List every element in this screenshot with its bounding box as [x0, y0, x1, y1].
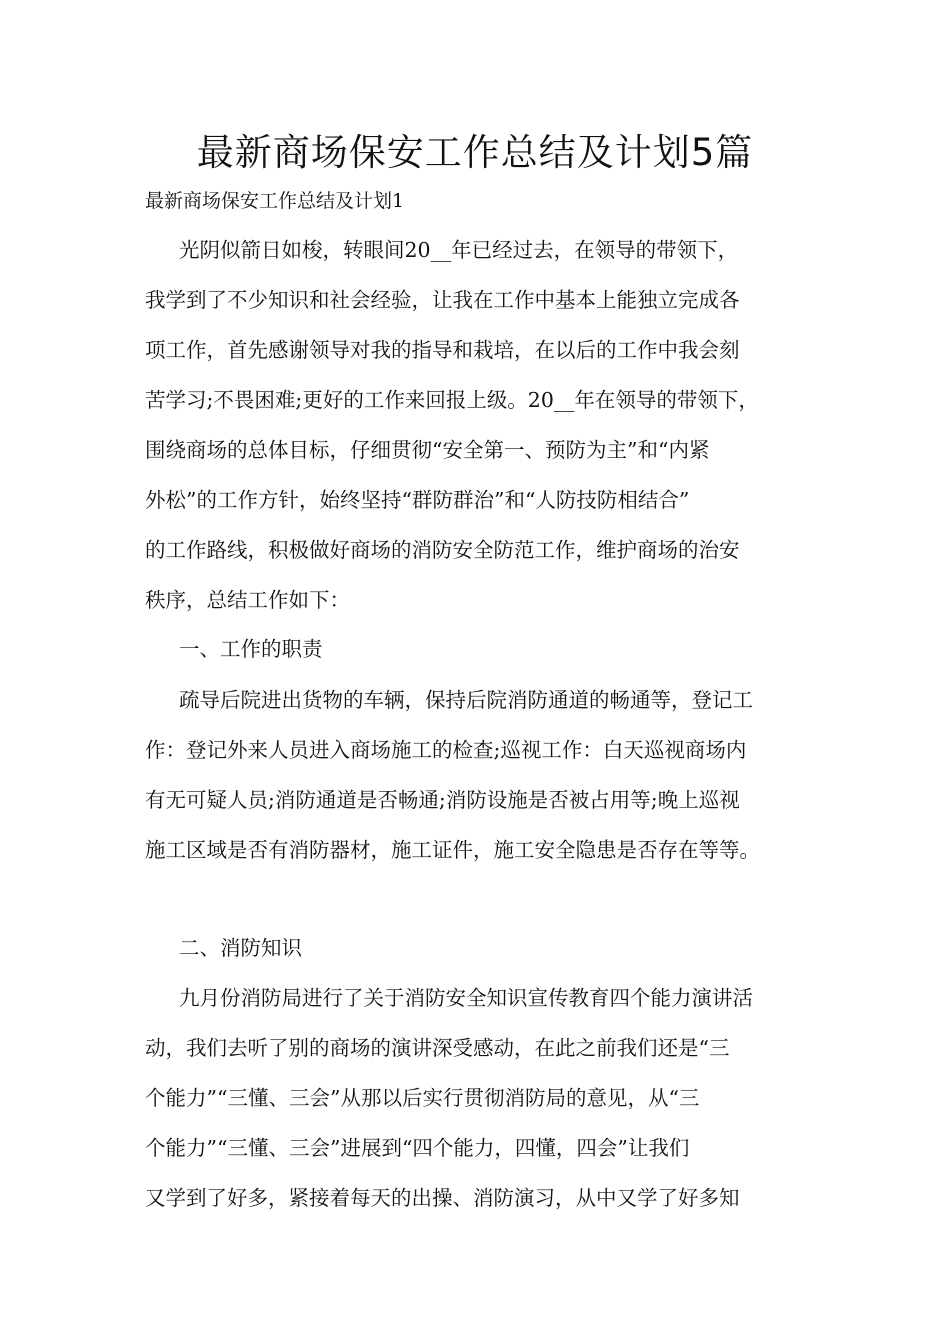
paragraph-intro [145, 225, 825, 625]
paragraph-line: 个能力”“三懂、三会”进展到“四个能力，四懂，四会”让我们 [145, 1136, 690, 1160]
paragraph-line: 九月份消防局进行了关于消防安全知识宣传教育四个能力演讲活 [179, 986, 753, 1010]
paragraph-line: 作：登记外来人员进入商场施工的检查;巡视工作：白天巡视商场内 [145, 738, 747, 762]
paragraph-line: 施工区域是否有消防器材，施工证件，施工安全隐患是否存在等等。 [145, 838, 760, 862]
paragraph-duties [145, 675, 825, 875]
paragraph-line: 动，我们去听了别的商场的演讲深受感动，在此之前我们还是“三 [145, 1036, 730, 1060]
paragraph-line: 我学到了不少知识和社会经验，让我在工作中基本上能独立完成各 [145, 288, 740, 312]
paragraph-line: 苦学习;不畏困难;更好的工作来回报上级。20__年在领导的带领下， [145, 388, 759, 412]
section-heading-duties: 一、工作的职责 [179, 637, 323, 661]
paragraph-fire-knowledge [145, 973, 825, 1223]
paragraph-line: 疏导后院进出货物的车辆，保持后院消防通道的畅通等，登记工 [179, 688, 753, 712]
document-subtitle: 最新商场保安工作总结及计划1 [145, 190, 405, 212]
paragraph-line: 外松”的工作方针，始终坚持“群防群治”和“人防技防相结合” [145, 488, 690, 512]
paragraph-line: 项工作，首先感谢领导对我的指导和栽培，在以后的工作中我会刻 [145, 338, 740, 362]
paragraph-line: 个能力”“三懂、三会”从那以后实行贯彻消防局的意见，从“三 [145, 1086, 700, 1110]
paragraph-line: 又学到了好多，紧接着每天的出操、消防演习，从中又学了好多知 [145, 1186, 740, 1210]
document-title: 最新商场保安工作总结及计划5篇 [196, 131, 754, 174]
paragraph-line: 有无可疑人员;消防通道是否畅通;消防设施是否被占用等;晚上巡视 [145, 788, 740, 812]
paragraph-line: 秩序，总结工作如下： [145, 588, 350, 612]
paragraph-line: 围绕商场的总体目标，仔细贯彻“安全第一、预防为主”和“内紧 [145, 438, 710, 462]
paragraph-line: 光阴似箭日如梭，转眼间20__年已经过去，在领导的带领下， [179, 238, 739, 262]
paragraph-line: 的工作路线，积极做好商场的消防安全防范工作，维护商场的治安 [145, 538, 740, 562]
section-heading-fire-knowledge: 二、消防知识 [179, 936, 302, 960]
